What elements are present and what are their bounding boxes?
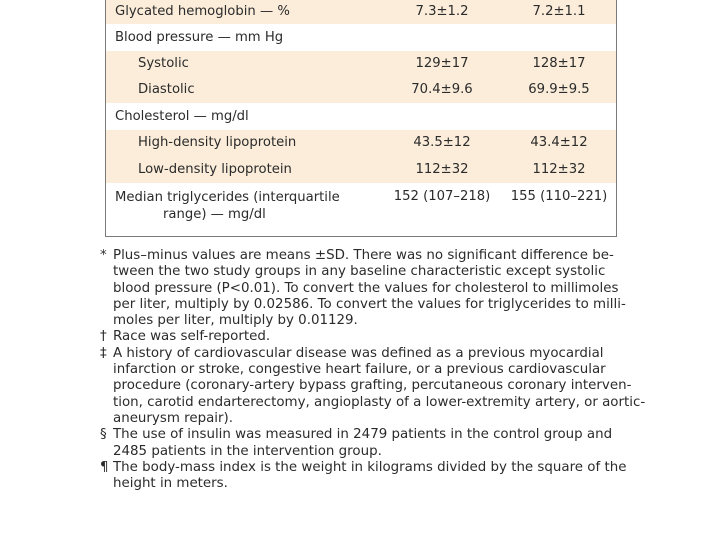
row-label: Systolic [138, 56, 189, 71]
footnote-line: A history of cardiovascular disease was defined as a previous myocardial [113, 345, 604, 361]
table-row [106, 0, 616, 24]
intervention-value: 112±32 [532, 161, 586, 177]
row-label: Diastolic [138, 82, 195, 97]
footnote-line: height in meters. [113, 476, 228, 492]
footnote-symbol: ‡ [100, 345, 107, 361]
control-value: 43.5±12 [413, 135, 471, 150]
intervention-value: 128±17 [532, 56, 586, 71]
footnote-symbol: † [100, 329, 107, 345]
row-label: Glycated hemoglobin — % [115, 4, 290, 19]
row-label: Cholesterol — mg/dl [115, 108, 249, 124]
intervention-value: 43.4±12 [530, 135, 588, 150]
table-row [106, 183, 616, 237]
table-row [106, 24, 616, 51]
footnote-line: aneurysm repair). [113, 410, 233, 426]
footnote-line: The use of insulin was measured in 2479 patients in the control group and [113, 427, 613, 443]
footnote [100, 345, 646, 427]
footnote-line: blood pressure (P<0.01). To convert the values for cholesterol to millimoles [113, 280, 619, 296]
footnote-line: The body-mass index is the weight in kilograms divided by the square of the [113, 459, 627, 475]
table-footnotes [100, 248, 646, 492]
footnote-line: Plus–minus values are means ±SD. There was no significant difference be- [113, 248, 614, 263]
row-label [106, 189, 381, 223]
footnote-line: Race was self-reported. [113, 329, 271, 345]
control-value: 7.3±1.2 [415, 4, 469, 19]
footnote-line: procedure (coronary-artery bypass grafting, percutaneous coronary interven- [113, 378, 632, 394]
footnote-line: tween the two study groups in any baseline characteristic except systolic [113, 264, 606, 280]
table-row [106, 77, 616, 103]
row-label: Blood pressure — mm Hg [115, 29, 284, 45]
table-row [106, 156, 616, 183]
control-value: 152 (107–218) [393, 189, 491, 204]
intervention-value: 155 (110–221) [510, 189, 608, 204]
footnote [100, 427, 620, 460]
table-row [106, 103, 616, 130]
control-value: 70.4±9.6 [411, 82, 473, 97]
footnote [100, 329, 620, 345]
row-label-line: range) — mg/dl [163, 207, 266, 222]
footnote-symbol: * [100, 248, 107, 263]
footnote-line: moles per liter, multiply by 0.01129. [113, 313, 358, 329]
footnote-symbol: § [100, 427, 107, 443]
footnote-line: tion, carotid endarterectomy, angioplasty of a lower-extremity artery, or aortic- [113, 394, 646, 410]
intervention-value: 7.2±1.1 [532, 4, 586, 19]
footnote-symbol: ¶ [100, 459, 109, 475]
table-row [106, 130, 616, 156]
control-value: 129±17 [415, 56, 469, 71]
row-label-line: Median triglycerides (interquartile [115, 190, 340, 205]
table-row [106, 51, 616, 77]
intervention-value: 69.9±9.5 [528, 82, 590, 97]
row-label: High-density lipoprotein [138, 135, 297, 150]
footnote [100, 248, 626, 329]
footnote-line: infarction or stroke, congestive heart failure, or a previous cardiovascular [113, 362, 606, 378]
baseline-characteristics-table [105, 0, 617, 237]
footnote-line: 2485 patients in the intervention group. [113, 443, 382, 459]
footnote-line: per liter, multiply by 0.02586. To convert the values for triglycerides to milli- [113, 296, 626, 312]
footnote [100, 459, 627, 493]
control-value: 112±32 [415, 161, 469, 177]
row-label: Low-density lipoprotein [138, 161, 292, 177]
